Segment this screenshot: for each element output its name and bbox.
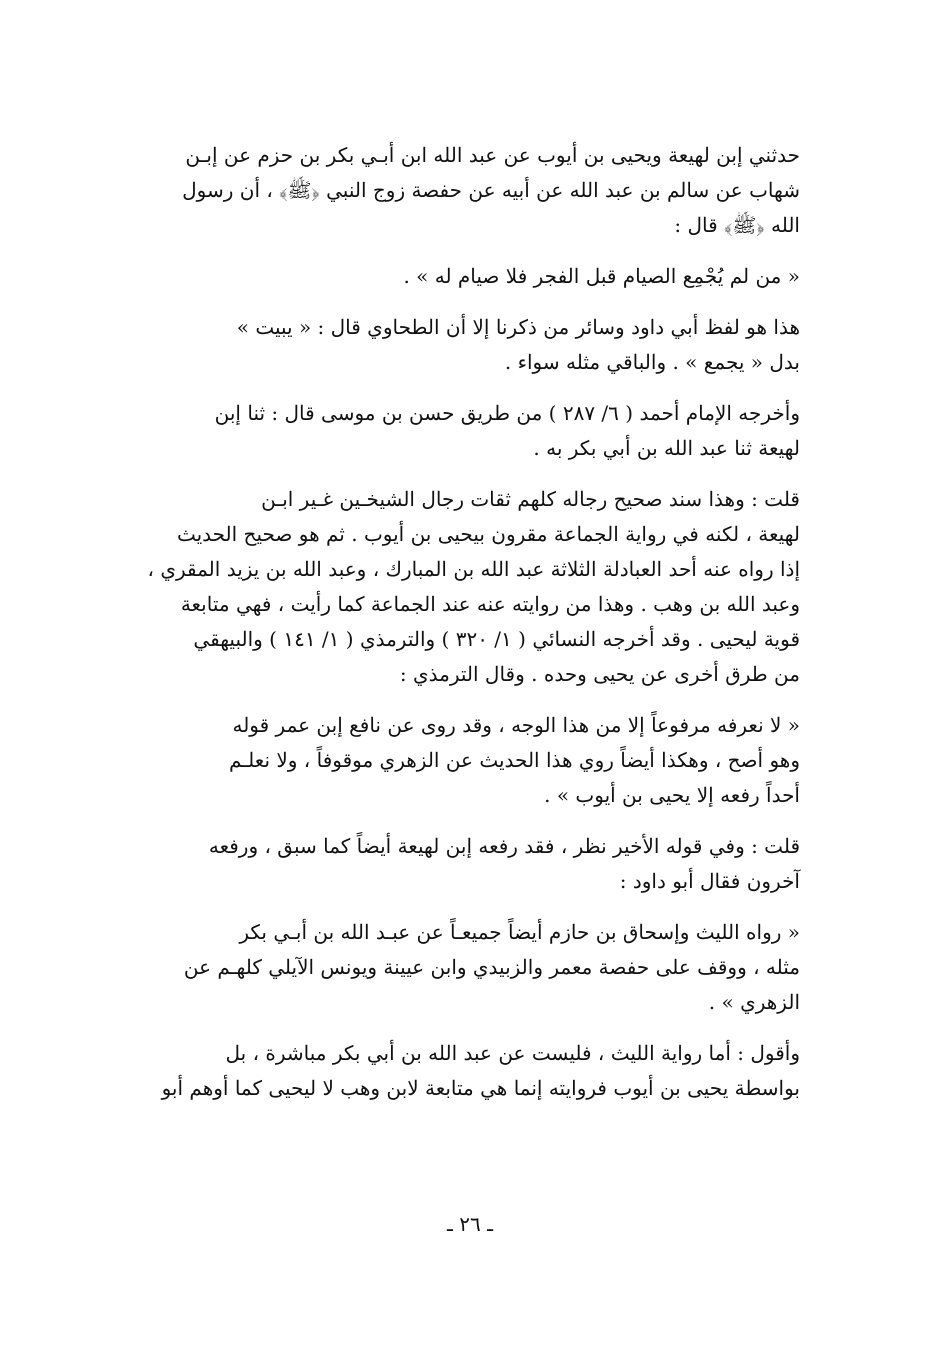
text-line: « لا نعرفه مرفوعاً إلا من هذا الوجه ، وقد روى عن نافع إبن عمر قوله	[232, 713, 800, 737]
text-line: وأقول : أما رواية الليث ، فليست عن عبد الله بن أبي بكر مباشرة ، بل	[225, 1041, 800, 1065]
text-line: « من لم يُجْمِع الصيام قبل الفجر فلا صيام له » .	[403, 264, 800, 288]
text-line: وهو أصح ، وهكذا أيضاً روي هذا الحديث عن الزهري موقوفاً ، ولا نعلـم	[229, 748, 800, 772]
text-line: مثله ، ووقف على حفصة معمر والزبيدي وابن عيينة ويونس الآيلي كلهـم عن	[183, 955, 800, 979]
text-line: آخرون فقال أبو داود :	[619, 869, 800, 893]
paragraph-commentary	[110, 310, 800, 380]
text-line: « رواه الليث وإسحاق بن حازم أيضاً جميعـاً عن عبـد الله بن أبـي بكر	[239, 920, 800, 944]
paragraph-response	[110, 1036, 800, 1106]
text-line: أحداً رفعه إلا يحيى بن أيوب » .	[544, 783, 800, 807]
text-line: وعبد الله بن وهب . وهذا من روايته عنه عند الجماعة كما رأيت ، فهي متابعة	[180, 592, 800, 616]
text-line: قلت : وفي قوله الأخير نظر ، فقد رفعه إبن لهيعة أيضاً كما سبق ، ورفعه	[208, 834, 800, 858]
paragraph-hadith-text	[110, 259, 800, 294]
text-line: لهيعة ، لكنه في رواية الجماعة مقرون بيحيى بن أيوب . ثم هو صحيح الحديث	[176, 522, 800, 546]
paragraph-grading	[110, 482, 800, 692]
text-line: وأخرجه الإمام أحمد ( ٦/ ٢٨٧ ) من طريق حسن بن موسى قال : ثنا إبن	[214, 401, 800, 425]
text-line: هذا هو لفظ أبي داود وسائر من ذكرنا إلا أن الطحاوي قال : « يبيت »	[236, 315, 800, 339]
paragraph-critique	[110, 829, 800, 899]
paragraph-abu-dawud-quote	[110, 915, 800, 1020]
text-line: من طرق أخرى عن يحيى وحده . وقال الترمذي :	[399, 662, 800, 686]
text-line: الزهري » .	[708, 990, 800, 1014]
paragraph-isnad	[110, 138, 800, 243]
text-line: بواسطة يحيى بن أيوب فروايته إنما هي متابعة لابن وهب لا ليحيى كما أوهم أبو	[161, 1076, 800, 1100]
page-body	[110, 120, 800, 1122]
paragraph-takhrij-ahmad	[110, 396, 800, 466]
text-line: إذا رواه عنه أحد العبادلة الثلاثة عبد الله بن المبارك ، وعبد الله بن يزيد المقري ،	[147, 557, 800, 581]
text-line: بدل « يجمع » . والباقي مثله سواء .	[504, 350, 800, 374]
text-line: قوية ليحيى . وقد أخرجه النسائي ( ١/ ٣٢٠ ) والترمذي ( ١/ ١٤١ ) والبيهقي	[193, 627, 800, 651]
page-number: ـ ٢٦ ـ	[447, 1212, 493, 1236]
text-line: الله ﴿ﷺ﴾ قال :	[674, 213, 800, 237]
text-line: شهاب عن سالم بن عبد الله عن أبيه عن حفصة زوج النبي ﴿ﷺ﴾ ، أن رسول	[182, 178, 800, 202]
text-line: لهيعة ثنا عبد الله بن أبي بكر به .	[533, 436, 800, 460]
paragraph-tirmidhi-quote	[110, 708, 800, 813]
text-line: حدثني إبن لهيعة ويحيى بن أيوب عن عبد الله ابن أبـي بكر بن حزم عن إبـن	[185, 143, 800, 167]
text-line: قلت : وهذا سند صحيح رجاله كلهم ثقات رجال الشيخـين غـير ابـن	[261, 487, 800, 511]
